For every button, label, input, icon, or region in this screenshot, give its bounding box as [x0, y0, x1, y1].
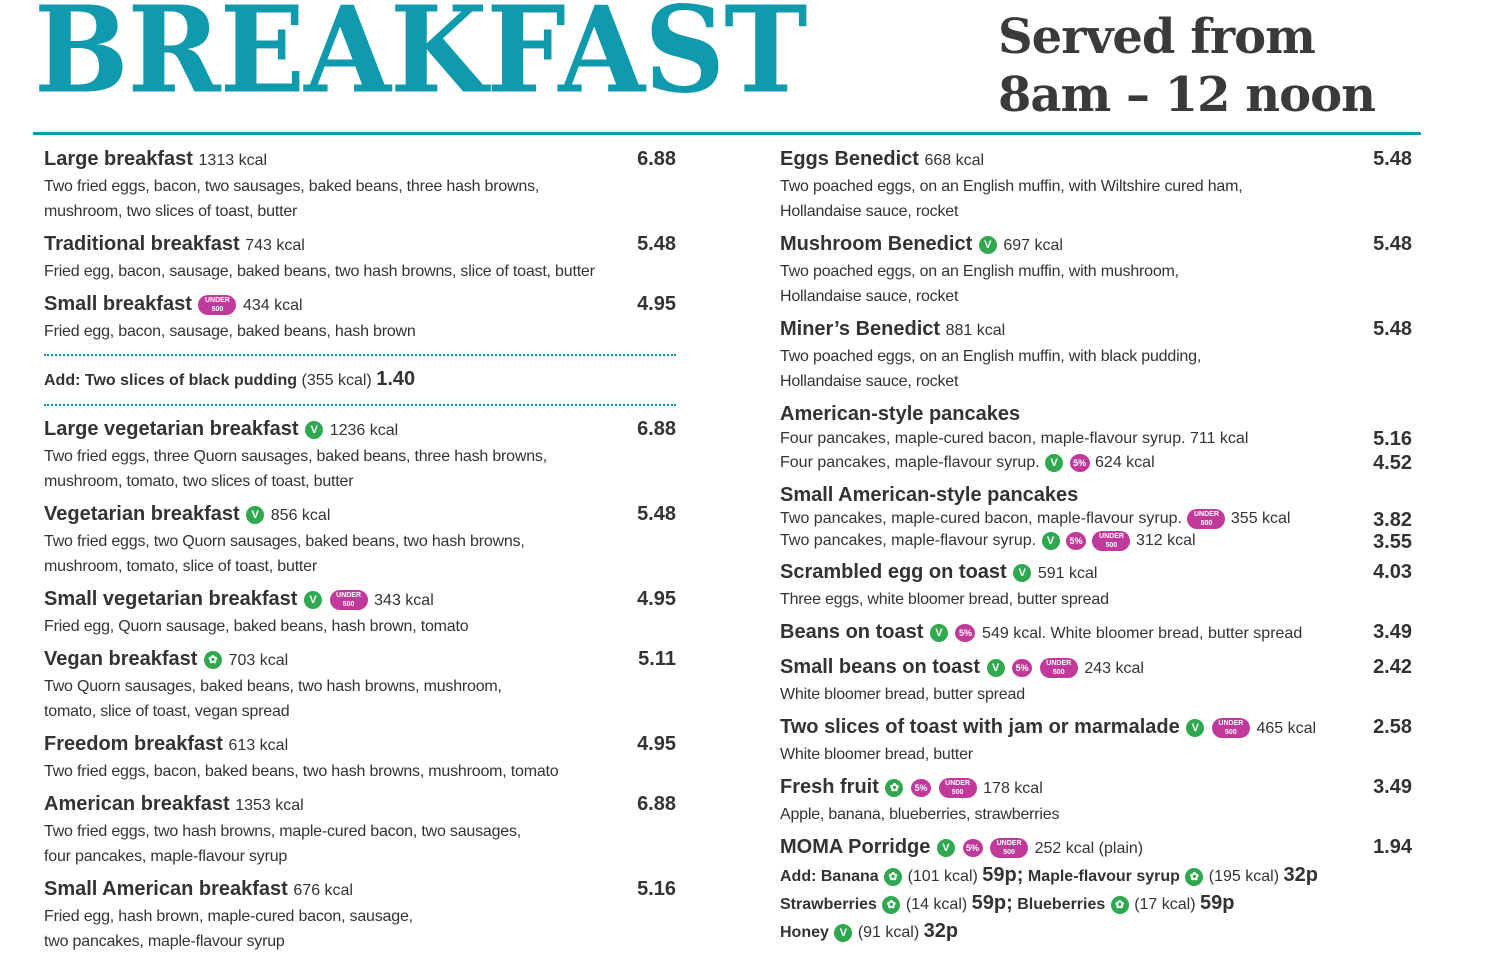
add-on-price: 1.40: [376, 368, 416, 390]
item-name: Small breakfast: [44, 293, 192, 315]
serving-hours-line1: Served from: [998, 9, 1315, 65]
item-kcal: 178 kcal: [983, 780, 1043, 797]
item-option: [780, 508, 1412, 530]
menu-item-vegan-breakfast: [44, 646, 676, 724]
dotted-divider: [44, 354, 676, 356]
item-price: 6.88: [637, 793, 676, 815]
item-description: Apple, banana, blueberries, strawberries: [780, 806, 1060, 823]
vegetarian-icon: V: [1045, 454, 1063, 472]
menu-item-vegetarian-breakfast: [44, 501, 676, 579]
vegetarian-icon: V: [834, 924, 852, 942]
under-500-badge-icon: UNDER 500: [330, 590, 368, 610]
vegan-leaf-icon: ✿: [1185, 868, 1203, 886]
item-price: 4.52: [1373, 452, 1412, 474]
item-kcal: 434 kcal: [242, 297, 303, 314]
item-kcal: 343 kcal: [374, 592, 434, 609]
item-description: Hollandaise sauce, rocket: [780, 288, 959, 305]
item-kcal: 703 kcal: [228, 652, 289, 669]
menu-item-large-breakfast: [44, 146, 676, 224]
item-name: Two slices of toast with jam or marmalade: [780, 716, 1180, 738]
option-text: Two pancakes, maple-cured bacon, maple-flavour syrup.: [780, 510, 1182, 527]
menu-item-freedom-breakfast: [44, 731, 676, 784]
item-description: Fried egg, bacon, sausage, baked beans, hash brown: [44, 323, 416, 340]
vegan-leaf-icon: ✿: [1111, 896, 1129, 914]
item-name: American-style pancakes: [780, 403, 1021, 425]
item-kcal: 881 kcal: [945, 322, 1006, 339]
item-price: 5.11: [638, 648, 676, 670]
item-description: Three eggs, white bloomer bread, butter spread: [780, 591, 1109, 608]
vegan-leaf-icon: ✿: [884, 868, 902, 886]
vegan-leaf-icon: ✿: [882, 896, 900, 914]
menu-item-american-breakfast: [44, 791, 676, 869]
item-price: 5.16: [637, 878, 676, 900]
item-description: Two fried eggs, two Quorn sausages, baked beans, two hash browns,: [44, 533, 525, 550]
item-description: four pancakes, maple-flavour syrup: [44, 848, 288, 865]
item-description: Two poached eggs, on an English muffin, with black pudding,: [780, 348, 1202, 365]
menu-item-scrambled-egg-on-toast: [780, 559, 1412, 612]
item-name: MOMA Porridge: [780, 836, 931, 858]
item-kcal: 465 kcal: [1256, 720, 1317, 737]
item-price: 3.82: [1373, 509, 1412, 531]
item-option: [780, 451, 1412, 475]
item-name: Large breakfast: [44, 148, 193, 170]
five-percent-badge-icon: 5%: [1066, 532, 1086, 550]
item-price: 6.88: [637, 148, 676, 170]
item-price: 1.94: [1373, 836, 1412, 858]
item-price: 5.48: [1373, 148, 1412, 170]
item-description: mushroom, tomato, slice of toast, butter: [44, 558, 318, 575]
item-price: 3.49: [1373, 776, 1412, 798]
left-column: [44, 146, 676, 961]
item-price: 6.88: [637, 418, 676, 440]
item-kcal: 243 kcal: [1084, 660, 1144, 677]
item-kcal: 1236 kcal: [329, 422, 399, 439]
menu-item-small-vegetarian-breakfast: [44, 586, 676, 639]
vegetarian-icon: V: [937, 839, 955, 857]
item-price: 5.48: [637, 503, 676, 525]
menu-item-small-american-style-pancakes: [780, 482, 1412, 552]
item-description: Fried egg, hash brown, maple-cured bacon, sausage,: [44, 908, 413, 925]
item-name: Fresh fruit: [780, 776, 879, 798]
menu-item-american-style-pancakes: [780, 401, 1412, 475]
add-black-pudding: [44, 366, 676, 394]
item-price: 2.42: [1373, 656, 1412, 678]
under-500-badge-icon: UNDER 500: [1040, 658, 1078, 678]
under-500-badge-icon: UNDER 500: [198, 295, 236, 315]
option-text: Two pancakes, maple-flavour syrup.: [780, 532, 1037, 549]
vegetarian-icon: V: [1042, 532, 1060, 550]
item-kcal: 856 kcal: [270, 507, 331, 524]
item-description: White bloomer bread, butter spread: [780, 686, 1025, 703]
item-price: 4.95: [637, 733, 676, 755]
item-kcal: 697 kcal: [1003, 237, 1063, 254]
option-text: Four pancakes, maple-flavour syrup.: [780, 454, 1040, 471]
serving-hours: [998, 8, 1375, 124]
item-description: mushroom, tomato, two slices of toast, butter: [44, 473, 354, 490]
vegan-leaf-icon: ✿: [204, 651, 222, 669]
item-kcal: 1353 kcal: [235, 797, 304, 814]
menu-item-miners-benedict: [780, 316, 1412, 394]
item-description: two pancakes, maple-flavour syrup: [44, 933, 285, 950]
menu-item-moma-porridge: [780, 834, 1412, 946]
menu-item-mushroom-benedict: [780, 231, 1412, 309]
item-description: Two poached eggs, on an English muffin, with Wiltshire cured ham,: [780, 178, 1243, 195]
menu-item-small-american-breakfast: [44, 876, 676, 954]
item-name: Traditional breakfast: [44, 233, 240, 255]
item-kcal: 668 kcal: [924, 152, 985, 169]
item-name: Mushroom Benedict: [780, 233, 973, 255]
item-description: Two fried eggs, two hash browns, maple-cured bacon, two sausages,: [44, 823, 522, 840]
item-kcal: 676 kcal: [293, 882, 353, 899]
item-name: Small vegetarian breakfast: [44, 588, 298, 610]
item-name: Freedom breakfast: [44, 733, 223, 755]
item-price: 4.95: [637, 293, 676, 315]
item-description: White bloomer bread, butter: [780, 746, 973, 763]
vegetarian-icon: V: [1186, 719, 1204, 737]
porridge-add-ons: Strawberries ✿ (14 kcal) 59p; Blueberries ✿ (17 kcal) 59p: [780, 892, 1235, 914]
item-price: 5.16: [1373, 428, 1412, 450]
item-price: 5.48: [1373, 233, 1412, 255]
item-name: Miner’s Benedict: [780, 318, 941, 340]
item-price: 2.58: [1373, 716, 1412, 738]
item-price: 5.48: [1373, 318, 1412, 340]
option-kcal: 312 kcal: [1135, 532, 1196, 549]
under-500-badge-icon: UNDER 500: [1092, 531, 1130, 551]
item-name: Large vegetarian breakfast: [44, 418, 299, 440]
item-description: Fried egg, Quorn sausage, baked beans, hash brown, tomato: [44, 618, 469, 635]
item-description: tomato, slice of toast, vegan spread: [44, 703, 290, 720]
item-description: Two fried eggs, three Quorn sausages, baked beans, three hash browns,: [44, 448, 547, 465]
item-price: 4.95: [637, 588, 676, 610]
item-name: Small American breakfast: [44, 878, 288, 900]
item-name: Scrambled egg on toast: [780, 561, 1007, 583]
serving-hours-line2: 8am – 12 noon: [998, 67, 1376, 123]
add-on-kcal: (355 kcal): [301, 372, 372, 389]
vegetarian-icon: V: [930, 624, 948, 642]
item-kcal: 549 kcal. White bloomer bread, butter spread: [982, 625, 1303, 642]
item-description: Two Quorn sausages, baked beans, two hash browns, mushroom,: [44, 678, 502, 695]
item-price: 3.49: [1373, 621, 1412, 643]
under-500-badge-icon: UNDER 500: [1212, 718, 1250, 738]
five-percent-badge-icon: 5%: [911, 779, 931, 797]
five-percent-badge-icon: 5%: [1070, 454, 1090, 472]
page-title: BREAKFAST: [34, 0, 807, 121]
item-name: Small beans on toast: [780, 656, 981, 678]
porridge-add-ons: Add: Banana ✿ (101 kcal) 59p; Maple-flavour syrup ✿ (195 kcal) 32p: [780, 864, 1318, 886]
menu-item-fresh-fruit: [780, 774, 1412, 827]
item-name: Small American-style pancakes: [780, 484, 1079, 506]
dotted-divider: [44, 404, 676, 406]
item-description: Two fried eggs, bacon, baked beans, two hash browns, mushroom, tomato: [44, 763, 559, 780]
item-kcal: 613 kcal: [228, 737, 289, 754]
item-description: Hollandaise sauce, rocket: [780, 203, 959, 220]
under-500-badge-icon: UNDER 500: [939, 778, 977, 798]
vegetarian-icon: V: [305, 421, 323, 439]
add-on-label: Add: Two slices of black pudding: [44, 372, 298, 389]
item-name: Eggs Benedict: [780, 148, 919, 170]
item-description: Two fried eggs, bacon, two sausages, baked beans, three hash browns,: [44, 178, 540, 195]
item-kcal: 591 kcal: [1037, 565, 1098, 582]
vegan-leaf-icon: ✿: [885, 779, 903, 797]
item-description: Fried egg, bacon, sausage, baked beans, two hash browns, slice of toast, butter: [44, 263, 595, 280]
item-name: Beans on toast: [780, 621, 924, 643]
under-500-badge-icon: UNDER 500: [1187, 509, 1225, 529]
menu-item-toast-with-jam: [780, 714, 1412, 767]
menu-item-large-vegetarian-breakfast: [44, 416, 676, 494]
menu-item-small-beans-on-toast: [780, 654, 1412, 707]
item-kcal: 743 kcal: [245, 237, 305, 254]
vegetarian-icon: V: [987, 659, 1005, 677]
item-name: Vegan breakfast: [44, 648, 198, 670]
item-description: Two poached eggs, on an English muffin, with mushroom,: [780, 263, 1179, 280]
item-option: [780, 530, 1412, 552]
vegetarian-icon: V: [1013, 564, 1031, 582]
vegetarian-icon: V: [246, 506, 264, 524]
header-divider: [33, 132, 1421, 135]
right-column: [780, 146, 1412, 953]
item-price: 4.03: [1373, 561, 1412, 583]
five-percent-badge-icon: 5%: [1012, 659, 1032, 677]
item-description: mushroom, two slices of toast, butter: [44, 203, 298, 220]
vegetarian-icon: V: [979, 236, 997, 254]
item-kcal: 1313 kcal: [198, 152, 268, 169]
item-kcal: 252 kcal (plain): [1034, 840, 1144, 857]
menu-item-traditional-breakfast: [44, 231, 676, 284]
five-percent-badge-icon: 5%: [955, 624, 975, 642]
five-percent-badge-icon: 5%: [963, 839, 983, 857]
item-price: 3.55: [1373, 531, 1412, 553]
option-text: Four pancakes, maple-cured bacon, maple-flavour syrup. 711 kcal: [780, 430, 1249, 447]
option-kcal: 624 kcal: [1095, 454, 1155, 471]
item-name: Vegetarian breakfast: [44, 503, 240, 525]
item-option: [780, 427, 1412, 451]
item-name: American breakfast: [44, 793, 230, 815]
option-kcal: 355 kcal: [1230, 510, 1291, 527]
menu-item-beans-on-toast: [780, 619, 1412, 647]
menu-item-eggs-benedict: [780, 146, 1412, 224]
item-description: Hollandaise sauce, rocket: [780, 373, 959, 390]
under-500-badge-icon: UNDER 500: [990, 838, 1028, 858]
menu-item-small-breakfast: [44, 291, 676, 344]
vegetarian-icon: V: [304, 591, 322, 609]
item-price: 5.48: [637, 233, 676, 255]
porridge-add-ons: Honey V (91 kcal) 32p: [780, 920, 959, 942]
